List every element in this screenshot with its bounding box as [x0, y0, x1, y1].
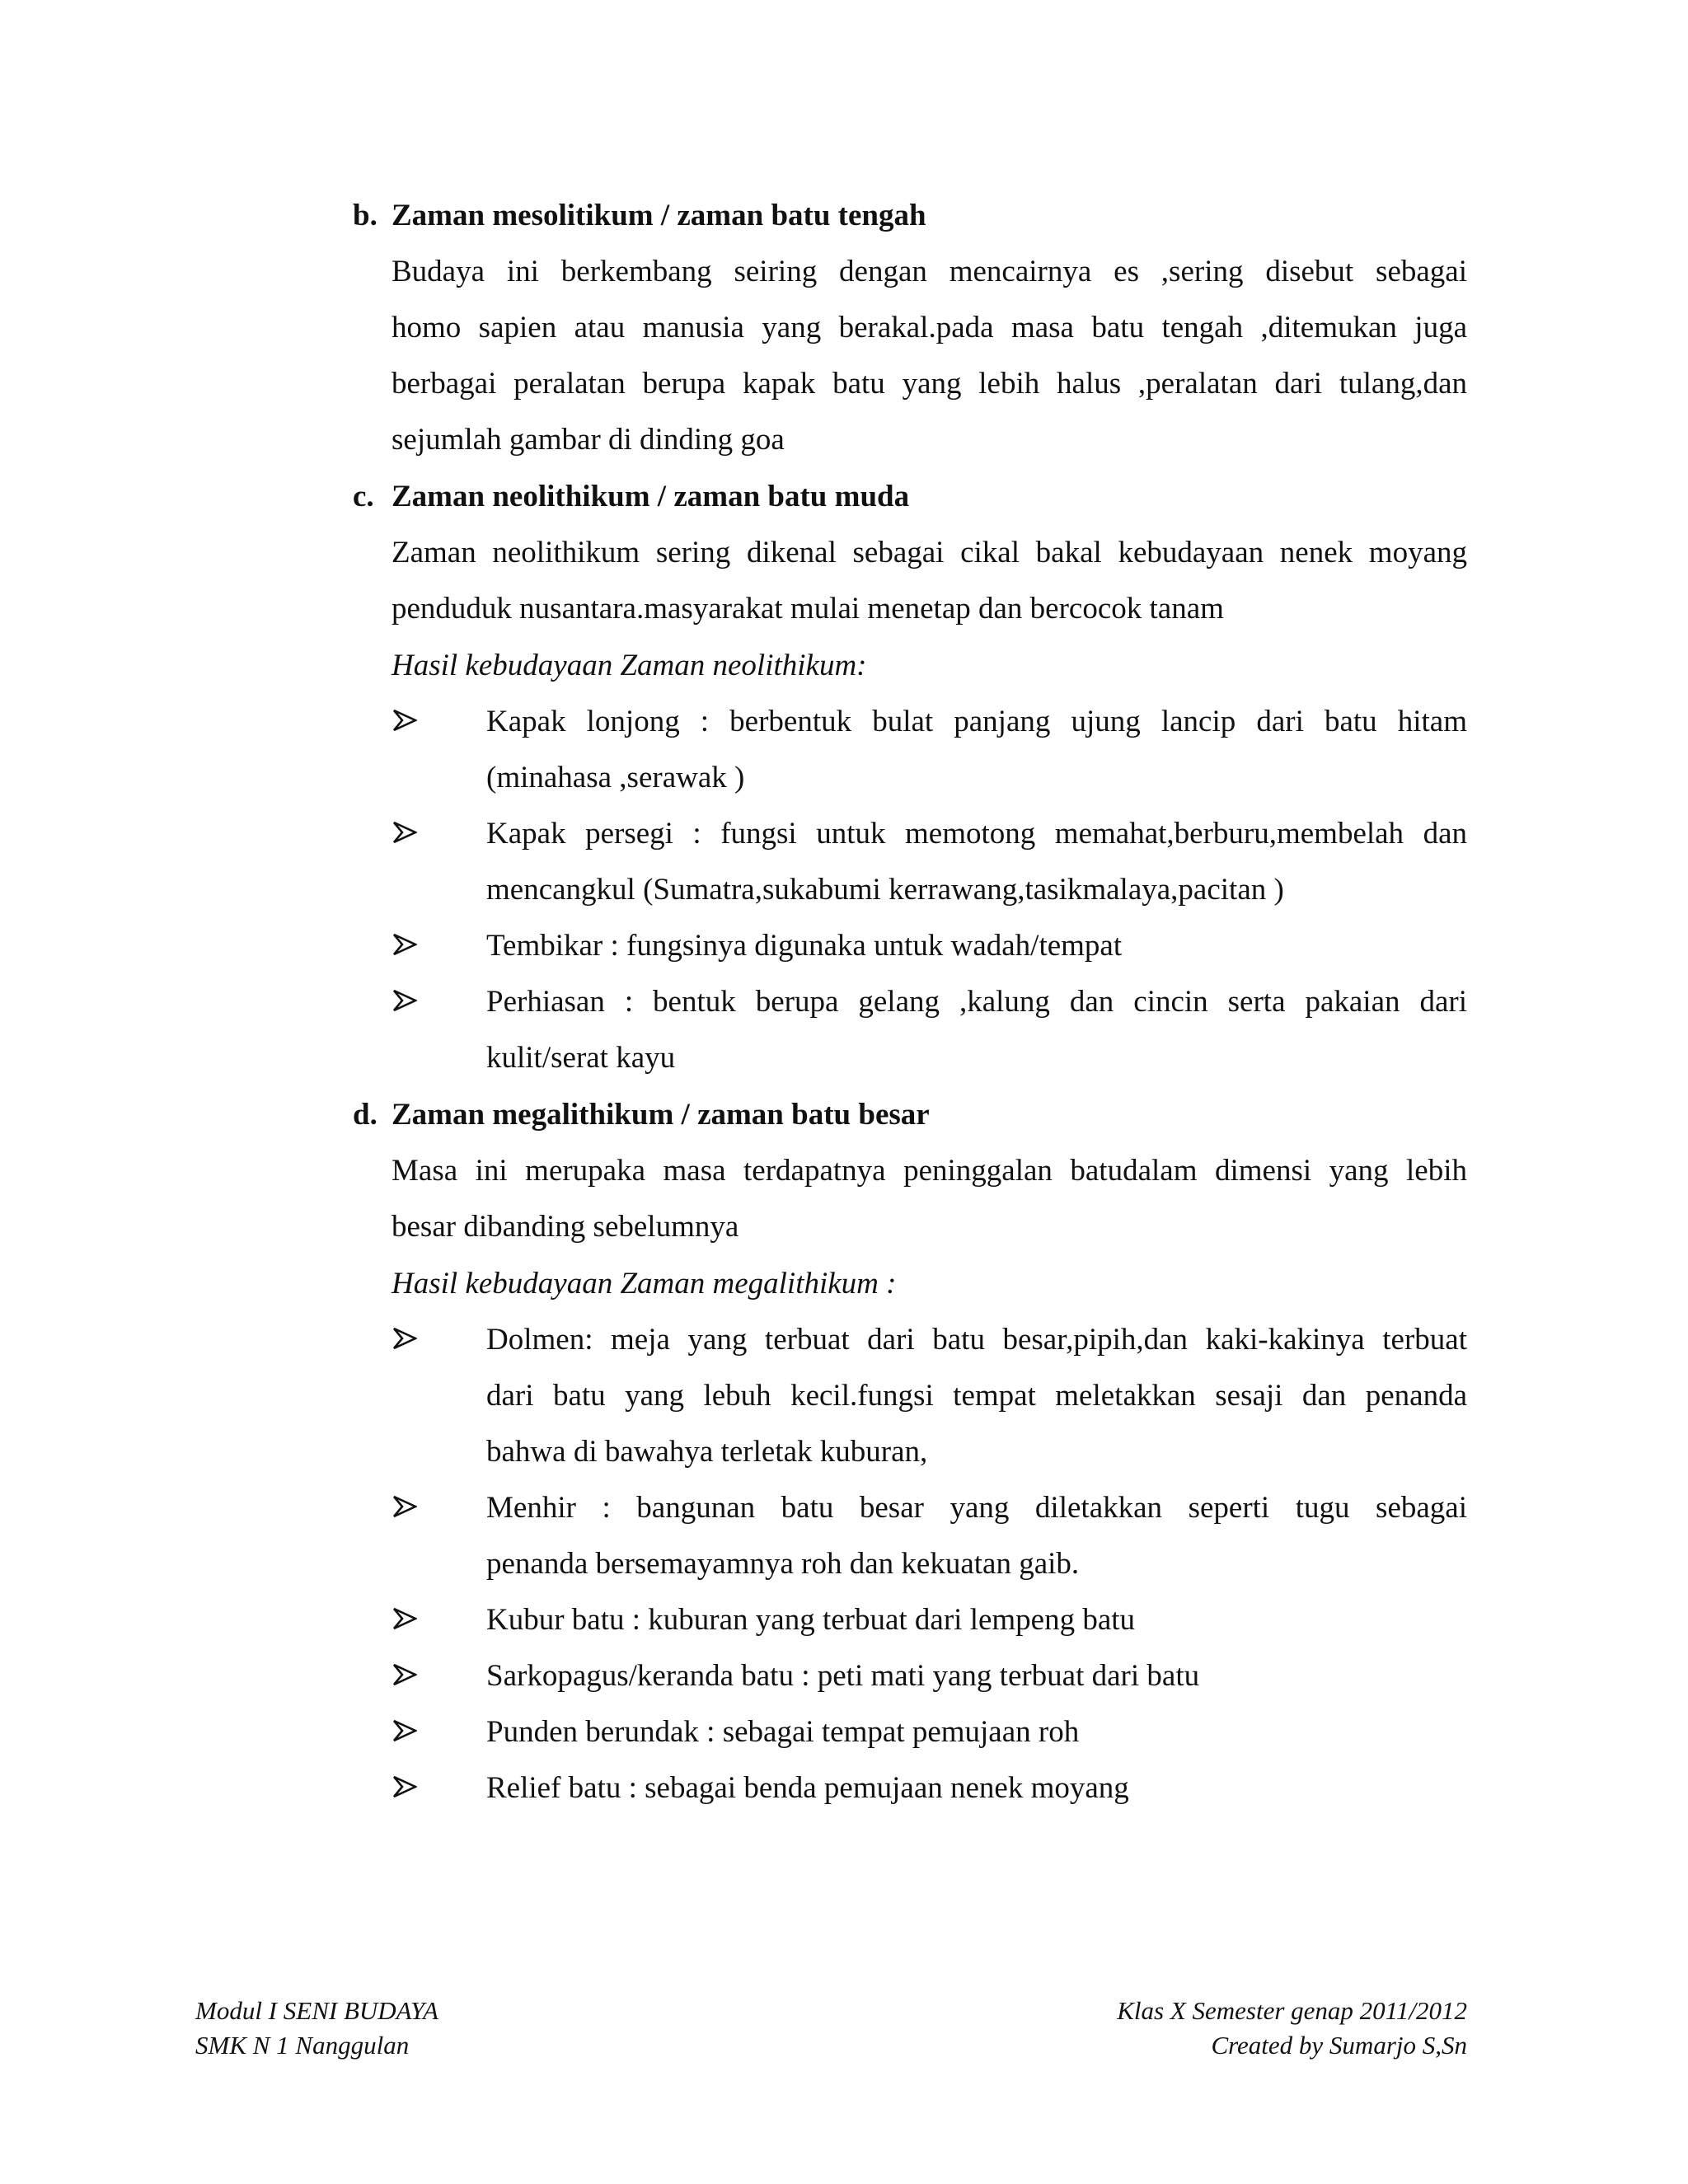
bullet-arrow-icon	[392, 1494, 417, 1519]
footer-author: Created by Sumarjo S,Sn	[1211, 2031, 1467, 2060]
bullet-arrow-icon	[392, 1606, 417, 1631]
paragraph-line: penduduk nusantara.masyarakat mulai menetap dan bercocok tanam	[392, 592, 1224, 626]
bullet-arrow-icon	[392, 1718, 417, 1743]
section-heading-megalithikum: Zaman megalithikum / zaman batu besar	[392, 1098, 930, 1132]
list-item-line: bahwa di bawahya terletak kuburan,	[486, 1435, 928, 1469]
bullet-arrow-icon	[392, 932, 417, 957]
section-marker-b: b.	[353, 199, 377, 232]
paragraph-line: Zaman neolithikum sering dikenal sebagai cikal bakal kebudayaan nenek moyang	[392, 536, 1467, 569]
subheading-megalithikum: Hasil kebudayaan Zaman megalithikum :	[392, 1267, 897, 1301]
bullet-arrow-icon	[392, 1326, 417, 1351]
list-item-line: Dolmen: meja yang terbuat dari batu besar,pipih,dan kaki-kakinya terbuat	[486, 1323, 1467, 1357]
section-marker-c: c.	[353, 480, 374, 513]
list-item-line: kulit/serat kayu	[486, 1041, 676, 1075]
bullet-arrow-icon	[392, 820, 417, 845]
footer-module-title: Modul I SENI BUDAYA	[195, 1996, 438, 2025]
bullet-arrow-icon	[392, 708, 417, 733]
list-item-line: Menhir : bangunan batu besar yang diletakkan seperti tugu sebagai	[486, 1491, 1467, 1525]
list-item-line: (minahasa ,serawak )	[486, 761, 745, 794]
paragraph-line: berbagai peralatan berupa kapak batu yang lebih halus ,peralatan dari tulang,dan	[392, 367, 1467, 401]
list-item-line: Tembikar : fungsinya digunaka untuk wadah/tempat	[486, 929, 1123, 963]
bullet-arrow-icon	[392, 988, 417, 1013]
section-heading-mesolitikum: Zaman mesolitikum / zaman batu tengah	[392, 199, 926, 232]
list-item-line: Punden berundak : sebagai tempat pemujaan roh	[486, 1715, 1080, 1749]
footer-class-semester: Klas X Semester genap 2011/2012	[1117, 1996, 1467, 2025]
list-item-line: Sarkopagus/keranda batu : peti mati yang terbuat dari batu	[486, 1659, 1200, 1693]
list-item-line: Kapak persegi : fungsi untuk memotong memahat,berburu,membelah dan	[486, 817, 1467, 851]
paragraph-line: homo sapien atau manusia yang berakal.pada masa batu tengah ,ditemukan juga	[392, 311, 1467, 344]
paragraph-line: Masa ini merupaka masa terdapatnya peninggalan batudalam dimensi yang lebih	[392, 1154, 1467, 1188]
subheading-neolithikum: Hasil kebudayaan Zaman neolithikum:	[392, 649, 867, 682]
list-item-line: dari batu yang lebuh kecil.fungsi tempat meletakkan sesaji dan penanda	[486, 1379, 1467, 1413]
list-item-line: Relief batu : sebagai benda pemujaan nenek moyang	[486, 1771, 1129, 1805]
list-item-line: Kubur batu : kuburan yang terbuat dari lempeng batu	[486, 1603, 1136, 1637]
paragraph-line: Budaya ini berkembang seiring dengan mencairnya es ,sering disebut sebagai	[392, 255, 1467, 288]
list-item-line: mencangkul (Sumatra,sukabumi kerrawang,tasikmalaya,pacitan )	[486, 873, 1284, 907]
list-item-line: Perhiasan : bentuk berupa gelang ,kalung dan cincin serta pakaian dari	[486, 985, 1467, 1019]
bullet-arrow-icon	[392, 1662, 417, 1687]
list-item-line: penanda bersemayamnya roh dan kekuatan gaib.	[486, 1547, 1080, 1581]
list-item-line: Kapak lonjong : berbentuk bulat panjang ujung lancip dari batu hitam	[486, 705, 1467, 738]
footer-school-name: SMK N 1 Nanggulan	[195, 2031, 410, 2060]
section-marker-d: d.	[353, 1098, 377, 1132]
section-heading-neolithikum: Zaman neolithikum / zaman batu muda	[392, 480, 910, 513]
bullet-arrow-icon	[392, 1774, 417, 1799]
paragraph-line: sejumlah gambar di dinding goa	[392, 423, 785, 457]
paragraph-line: besar dibanding sebelumnya	[392, 1210, 739, 1244]
